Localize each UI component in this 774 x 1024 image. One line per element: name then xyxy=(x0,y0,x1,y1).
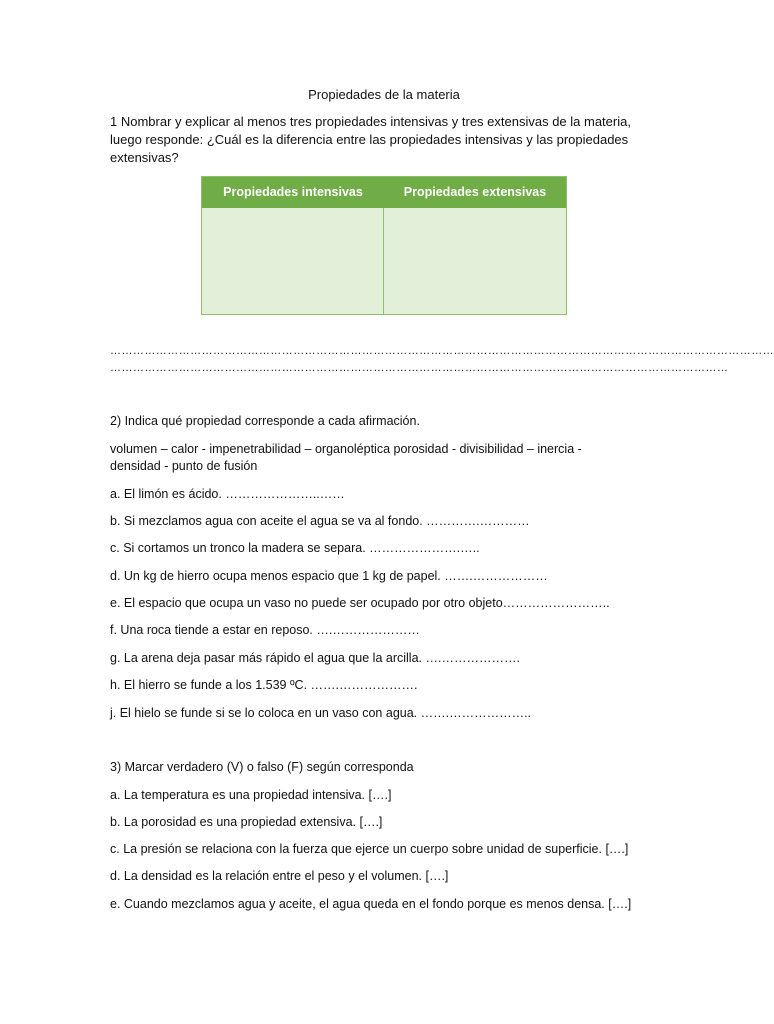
question-3-heading: 3) Marcar verdadero (V) o falso (F) según corresponda xyxy=(110,760,414,774)
properties-table xyxy=(201,176,567,315)
extensive-answer-cell[interactable] xyxy=(384,208,566,314)
question-2-item: d. Un kg de hierro ocupa menos espacio que 1 kg de papel. …….……………… xyxy=(110,569,548,583)
question-3-item: c. La presión se relaciona con la fuerza que ejerce un cuerpo sobre unidad de superficie. [….] xyxy=(110,842,629,856)
question-1 xyxy=(110,113,650,167)
question-2-item: f. Una roca tiende a estar en reposo. ….………………… xyxy=(110,623,420,637)
question-2-item: a. El limón es ácido. …………………..…… xyxy=(110,487,345,501)
question-1-line: 1 Nombrar y explicar al menos tres propiedades intensivas y tres extensivas de la materia, xyxy=(110,114,631,129)
question-2-options-line: densidad - punto de fusión xyxy=(110,459,258,473)
question-3-item: a. La temperatura es una propiedad intensiva. [….] xyxy=(110,788,392,802)
question-3-item: b. La porosidad es una propiedad extensiva. [….] xyxy=(110,815,383,829)
document-title: Propiedades de la materia xyxy=(308,87,460,102)
header-extensive: Propiedades extensivas xyxy=(403,185,547,199)
table-header-row xyxy=(202,177,566,208)
question-3-item: d. La densidad es la relación entre el peso y el volumen. [….] xyxy=(110,869,449,883)
question-2-options-line: volumen – calor - impenetrabilidad – organoléptica porosidad - divisibilidad – inercia - xyxy=(110,442,582,456)
question-2-item: b. Si mezclamos agua con aceite el agua se va al fondo. ………….………… xyxy=(110,514,530,528)
question-2-item: h. El hierro se funde a los 1.539 ºC. …….………………. xyxy=(110,678,418,692)
question-3-item: e. Cuando mezclamos agua y aceite, el agua queda en el fondo porque es menos densa. [….] xyxy=(110,897,632,911)
question-2-item: j. El hielo se funde si se lo coloca en un vaso con agua. …….……………….. xyxy=(110,706,532,720)
header-intensive: Propiedades intensivas xyxy=(223,185,363,199)
intensive-answer-cell[interactable] xyxy=(202,208,384,314)
question-2-item: g. La arena deja pasar más rápido el agua que la arcilla. ….………………. xyxy=(110,651,520,665)
question-1-line: extensivas? xyxy=(110,150,179,165)
question-2-item: c. Si cortamos un tronco la madera se separa. ………………….….. xyxy=(110,541,480,555)
answer-line[interactable]: ……………………………………………………………………………………………………………………………………………… xyxy=(110,362,729,374)
question-2-heading: 2) Indica qué propiedad corresponde a cada afirmación. xyxy=(110,414,420,428)
question-1-line: luego responde: ¿Cuál es la diferencia entre las propiedades intensivas y las propiedades xyxy=(110,132,629,147)
question-2-item: e. El espacio que ocupa un vaso no puede ser ocupado por otro objeto…………………….. xyxy=(110,596,610,610)
answer-line[interactable]: ………………………………………………………………………………………………………………………………………………………… xyxy=(110,345,774,357)
